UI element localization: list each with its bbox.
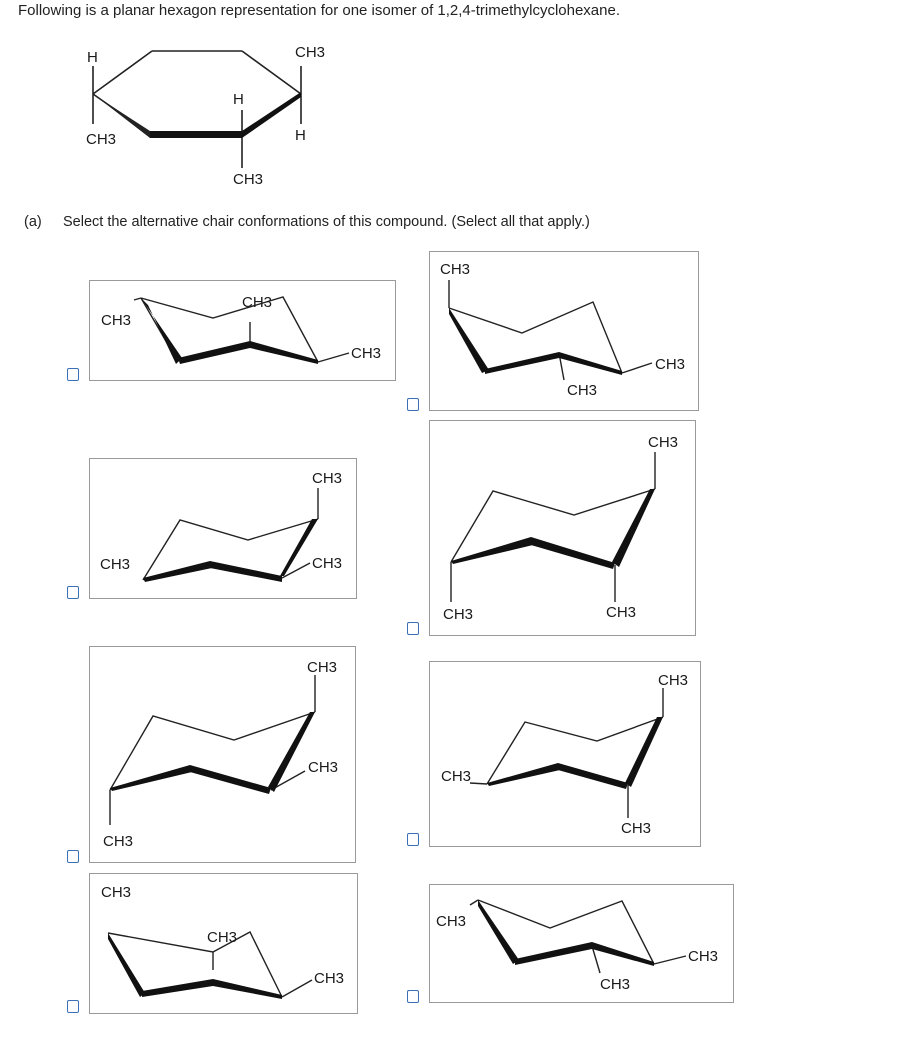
h-left-label: H [87,49,98,66]
b1-label-3: CH3 [655,356,686,373]
a4-label-1: CH3 [101,884,132,901]
a2-label-1: CH3 [312,470,343,487]
ch3-right-label: CH3 [295,44,326,61]
a3-label-2: CH3 [308,759,339,776]
a3-label-3: CH3 [103,833,134,850]
ch3-left-label: CH3 [86,131,117,148]
ch3-mid-label: CH3 [233,171,264,188]
b2-label-2: CH3 [443,606,474,623]
h-right-label: H [295,127,306,144]
question-prompt: Select the alternative chair conformations of this compound. (Select all that apply.) [63,214,590,230]
b4-label-3: CH3 [688,948,719,965]
b2-label-1: CH3 [648,434,679,451]
b4-label-1: CH3 [436,913,467,930]
b3-label-2: CH3 [441,768,472,785]
a4-label-2: CH3 [207,929,238,946]
b1-label-2: CH3 [567,382,598,399]
b1-label-1: CH3 [440,261,471,278]
b3-label-1: CH3 [658,672,689,689]
a1-label-2: CH3 [242,294,273,311]
a2-label-3: CH3 [312,555,343,572]
a3-label-1: CH3 [307,659,338,676]
b4-label-2: CH3 [600,976,631,993]
a2-label-2: CH3 [100,556,131,573]
a4-label-3: CH3 [314,970,345,987]
intro-text: Following is a planar hexagon representation for one isomer of 1,2,4-trimethylcyclohexane. [18,2,620,19]
b2-label-3: CH3 [606,604,637,621]
a1-label-1: CH3 [101,312,132,329]
h-mid-label: H [233,91,244,108]
a1-label-3: CH3 [351,345,382,362]
part-label: (a) [24,214,42,230]
b3-label-3: CH3 [621,820,652,837]
